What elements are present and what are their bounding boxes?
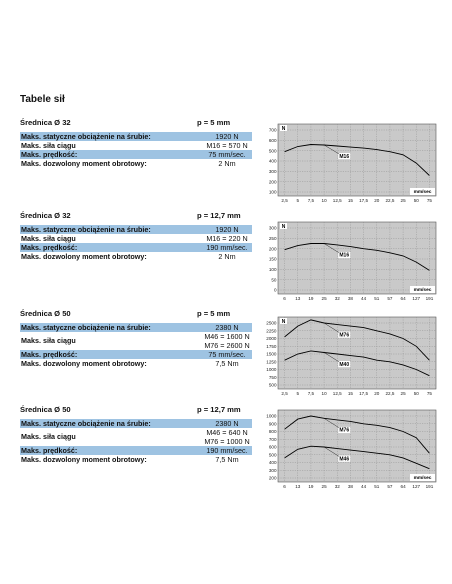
x-tick-label: 2,5 xyxy=(281,198,288,203)
y-tick-label: 0 xyxy=(273,287,277,293)
spec-row xyxy=(20,243,252,252)
x-tick-label: 25 xyxy=(321,296,327,301)
x-tick-label: 10 xyxy=(321,391,327,396)
plot-area xyxy=(278,124,436,196)
spec-value: 75 mm/sec. xyxy=(208,350,246,359)
x-tick-label: 38 xyxy=(347,296,353,301)
y-tick-label: 150 xyxy=(268,256,277,262)
x-tick-label: 32 xyxy=(334,484,340,489)
y-tick-label: 500 xyxy=(268,452,277,458)
y-axis-label: N xyxy=(281,125,286,132)
spec-table xyxy=(20,211,252,261)
y-tick-label: 500 xyxy=(268,382,277,388)
y-tick-label: 50 xyxy=(271,277,277,283)
y-tick-label: 300 xyxy=(268,168,277,174)
x-axis-label: mm/sec xyxy=(413,190,432,196)
spec-value: 190 mm/sec. xyxy=(206,446,248,455)
spec-label: Maks. siła ciągu xyxy=(21,234,76,243)
series-label: M76 xyxy=(339,332,350,339)
series-label: M16 xyxy=(339,252,350,259)
page-title: Tabele sił xyxy=(20,94,65,105)
x-tick-label: 44 xyxy=(361,484,367,489)
y-tick-label: 400 xyxy=(268,158,277,164)
x-tick-label: 38 xyxy=(347,484,353,489)
spec-value: 2380 N xyxy=(215,323,239,332)
x-tick-label: 64 xyxy=(400,484,406,489)
spec-row xyxy=(20,150,252,159)
spec-row xyxy=(20,132,252,141)
spec-label: Maks. dozwolony moment obrotowy: xyxy=(21,359,147,368)
spec-row xyxy=(20,159,252,168)
spec-label: Maks. statyczne obciążenie na śrubie: xyxy=(21,419,151,428)
spec-row xyxy=(20,455,252,464)
spec-row xyxy=(20,323,252,332)
x-tick-label: 50 xyxy=(413,198,419,203)
diameter-label: Średnica Ø 32 xyxy=(20,118,71,127)
x-tick-label: 19 xyxy=(308,484,314,489)
x-tick-label: 25 xyxy=(321,484,327,489)
x-tick-label: 17,5 xyxy=(359,198,369,203)
spec-value: M46 = 1600 N M76 = 2600 N xyxy=(204,332,250,350)
x-tick-label: 6 xyxy=(283,484,286,489)
y-tick-label: 900 xyxy=(268,421,277,427)
y-tick-label: 300 xyxy=(268,467,277,473)
x-tick-label: 10 xyxy=(321,198,327,203)
spec-label: Maks. siła ciągu xyxy=(21,336,76,345)
diameter-label: Średnica Ø 50 xyxy=(20,309,71,318)
spec-row xyxy=(20,252,252,261)
spec-value: 2 Nm xyxy=(218,252,236,261)
y-tick-label: 200 xyxy=(268,179,277,185)
x-tick-label: 5 xyxy=(296,198,300,203)
spec-label: Maks. statyczne obciążenie na śrubie: xyxy=(21,132,151,141)
spec-label: Maks. prędkość: xyxy=(21,243,78,252)
spec-table-header xyxy=(20,405,252,415)
diameter-label: Średnica Ø 32 xyxy=(20,211,71,220)
plot-area xyxy=(278,222,436,294)
spec-row xyxy=(20,428,252,446)
x-tick-label: 22,5 xyxy=(385,391,395,396)
x-tick-label: 75 xyxy=(426,391,432,396)
pitch-label: p = 12,7 mm xyxy=(197,211,241,220)
x-tick-label: 15 xyxy=(347,391,353,396)
spec-label: Maks. dozwolony moment obrotowy: xyxy=(21,159,147,168)
x-tick-label: 7,5 xyxy=(307,198,315,203)
x-axis-label: mm/sec xyxy=(413,476,432,482)
x-tick-label: 13 xyxy=(295,484,301,489)
force-chart xyxy=(264,122,438,208)
y-tick-label: 1750 xyxy=(266,343,277,349)
spec-label: Maks. siła ciągu xyxy=(21,141,76,150)
x-tick-label: 127 xyxy=(412,484,421,489)
spec-label: Maks. statyczne obciążenie na śrubie: xyxy=(21,225,151,234)
x-tick-label: 64 xyxy=(400,296,406,301)
y-tick-label: 600 xyxy=(268,444,277,450)
y-tick-label: 1000 xyxy=(266,413,277,419)
spec-label: Maks. prędkość: xyxy=(21,446,78,455)
pitch-label: p = 5 mm xyxy=(197,309,231,318)
y-tick-label: 800 xyxy=(268,429,277,435)
spec-table xyxy=(20,309,252,368)
x-tick-label: 127 xyxy=(412,296,421,301)
spec-value: 75 mm/sec. xyxy=(208,150,246,159)
y-tick-label: 200 xyxy=(268,246,277,252)
x-tick-label: 13 xyxy=(295,296,301,301)
spec-value: M16 = 570 N xyxy=(206,141,248,150)
spec-row xyxy=(20,359,252,368)
spec-row xyxy=(20,350,252,359)
y-axis-label: N xyxy=(281,223,286,230)
x-tick-label: 57 xyxy=(387,296,393,301)
spec-value: M46 = 640 N M76 = 1000 N xyxy=(204,428,250,446)
series-label: M16 xyxy=(339,153,350,160)
spec-row xyxy=(20,141,252,150)
spec-row xyxy=(20,225,252,234)
x-tick-label: 20 xyxy=(374,198,380,203)
y-tick-label: 2250 xyxy=(266,328,277,334)
x-tick-label: 44 xyxy=(361,296,367,301)
x-tick-label: 50 xyxy=(413,391,419,396)
y-tick-label: 400 xyxy=(268,460,277,466)
spec-label: Maks. dozwolony moment obrotowy: xyxy=(21,252,147,261)
spec-table-header xyxy=(20,309,252,319)
plot-area xyxy=(278,410,436,482)
y-tick-label: 700 xyxy=(268,436,277,442)
y-tick-label: 750 xyxy=(268,374,277,380)
x-tick-label: 6 xyxy=(283,296,286,301)
x-tick-label: 75 xyxy=(426,198,432,203)
y-tick-label: 100 xyxy=(268,266,277,272)
y-tick-label: 300 xyxy=(268,225,277,231)
x-tick-label: 191 xyxy=(425,296,434,301)
y-tick-label: 600 xyxy=(268,137,277,143)
x-tick-label: 20 xyxy=(374,391,380,396)
spec-table xyxy=(20,405,252,464)
x-tick-label: 19 xyxy=(308,296,314,301)
y-tick-label: 1000 xyxy=(266,367,277,373)
spec-value: 1920 N xyxy=(215,132,239,141)
force-chart xyxy=(264,315,438,401)
x-tick-label: 5 xyxy=(296,391,300,396)
spec-label: Maks. siła ciągu xyxy=(21,432,76,441)
x-tick-label: 12,5 xyxy=(332,198,342,203)
spec-label: Maks. prędkość: xyxy=(21,150,78,159)
x-tick-label: 32 xyxy=(334,296,340,301)
series-label: M76 xyxy=(339,427,350,434)
series-label: M46 xyxy=(339,456,350,463)
x-axis-label: mm/sec xyxy=(413,288,432,294)
spec-value: M16 = 220 N xyxy=(206,234,248,243)
series-label: M40 xyxy=(339,361,350,368)
spec-table-header xyxy=(20,118,252,128)
spec-label: Maks. statyczne obciążenie na śrubie: xyxy=(21,323,151,332)
y-tick-label: 2000 xyxy=(266,336,277,342)
force-chart xyxy=(264,408,438,494)
spec-row xyxy=(20,419,252,428)
spec-value: 2 Nm xyxy=(218,159,236,168)
x-tick-label: 51 xyxy=(374,296,380,301)
x-tick-label: 191 xyxy=(425,484,434,489)
x-tick-label: 15 xyxy=(347,198,353,203)
diameter-label: Średnica Ø 50 xyxy=(20,405,71,414)
y-axis-label: N xyxy=(281,318,286,325)
y-tick-label: 500 xyxy=(268,148,277,154)
y-tick-label: 100 xyxy=(268,189,277,195)
pitch-label: p = 5 mm xyxy=(197,118,231,127)
spec-label: Maks. dozwolony moment obrotowy: xyxy=(21,455,147,464)
x-tick-label: 57 xyxy=(387,484,393,489)
x-tick-label: 17,5 xyxy=(359,391,369,396)
spec-label: Maks. prędkość: xyxy=(21,350,78,359)
spec-table-header xyxy=(20,211,252,221)
x-tick-label: 7,5 xyxy=(307,391,315,396)
x-tick-label: 25 xyxy=(400,198,406,203)
spec-row xyxy=(20,332,252,350)
pitch-label: p = 12,7 mm xyxy=(197,405,241,414)
y-tick-label: 1500 xyxy=(266,351,277,357)
spec-value: 190 mm/sec. xyxy=(206,243,248,252)
x-tick-label: 2,5 xyxy=(281,391,288,396)
spec-value: 7,5 Nm xyxy=(215,455,239,464)
y-tick-label: 250 xyxy=(268,235,277,241)
spec-row xyxy=(20,446,252,455)
spec-row xyxy=(20,234,252,243)
y-tick-label: 200 xyxy=(268,475,277,481)
spec-value: 1920 N xyxy=(215,225,239,234)
y-tick-label: 2500 xyxy=(266,320,277,326)
force-chart xyxy=(264,220,438,306)
x-tick-label: 25 xyxy=(400,391,406,396)
x-tick-label: 22,5 xyxy=(385,198,395,203)
spec-value: 2380 N xyxy=(215,419,239,428)
x-tick-label: 12,5 xyxy=(332,391,342,396)
spec-table xyxy=(20,118,252,168)
y-tick-label: 700 xyxy=(268,127,277,133)
spec-value: 7,5 Nm xyxy=(215,359,239,368)
y-tick-label: 1250 xyxy=(266,359,277,365)
x-tick-label: 51 xyxy=(374,484,380,489)
